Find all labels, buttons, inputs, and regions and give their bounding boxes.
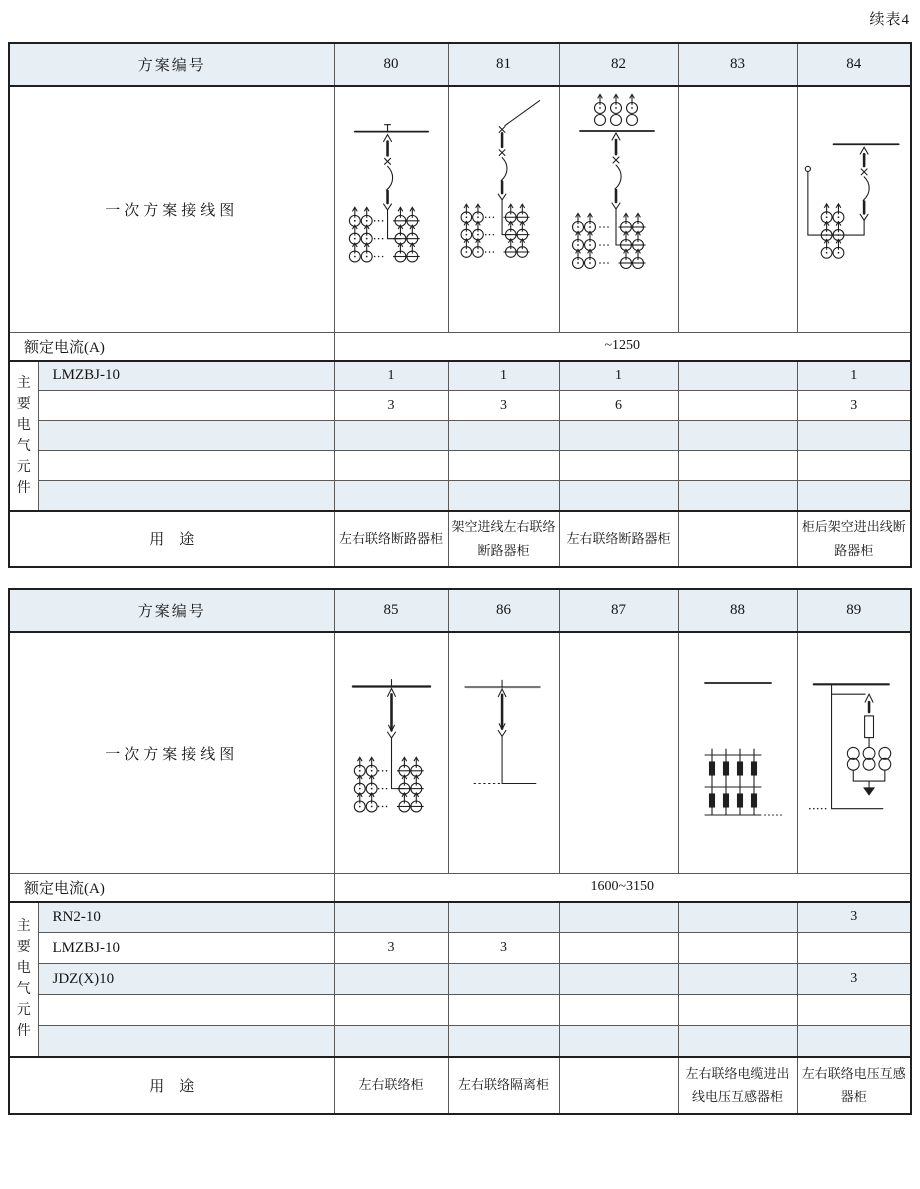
main-components-label-cell (9, 902, 38, 1057)
scheme-id: 87 (559, 589, 678, 632)
component-qty (559, 902, 678, 933)
rated-current-label: 额定电流(A) (9, 333, 334, 361)
component-name: LMZBJ-10 (38, 933, 334, 964)
scheme-id: 88 (678, 589, 797, 632)
component-row (9, 933, 911, 964)
usage-value: 架空进线左右联络断路器柜 (448, 511, 559, 567)
isolating-link (498, 689, 506, 736)
header-row (9, 589, 911, 632)
component-qty (334, 964, 448, 995)
component-name (38, 995, 334, 1026)
scheme-86-diagram-cell (448, 632, 559, 874)
scheme-id: 81 (448, 43, 559, 86)
component-name (38, 1026, 334, 1057)
component-name (38, 451, 334, 481)
rated-current-row (9, 874, 911, 902)
rated-current-label: 额定电流(A) (9, 874, 334, 902)
component-row (9, 481, 911, 511)
component-qty: 3 (797, 391, 911, 421)
component-qty: 1 (797, 361, 911, 391)
usage-row (9, 511, 911, 567)
current-transformer-group (572, 213, 645, 268)
scheme-id: 89 (797, 589, 911, 632)
voltage-transformer-group (847, 747, 890, 770)
scheme-85-diagram-cell (334, 632, 448, 874)
component-name (38, 481, 334, 511)
usage-row (9, 1057, 911, 1114)
component-name (38, 421, 334, 451)
circuit-breaker (498, 127, 507, 200)
component-qty: 1 (559, 361, 678, 391)
usage-value: 左右联络柜 (334, 1057, 448, 1114)
scheme-87-diagram-cell-empty (559, 632, 678, 874)
fuse (864, 694, 873, 737)
rated-current-value: 1600~3150 (334, 874, 911, 902)
component-qty: 3 (448, 391, 559, 421)
component-qty: 3 (334, 933, 448, 964)
component-qty (334, 902, 448, 933)
usage-value: 左右联络断路器柜 (334, 511, 448, 567)
component-qty (448, 902, 559, 933)
scheme-80-diagram (335, 87, 448, 332)
usage-value: 左右联络电缆进出线电压互感器柜 (678, 1057, 797, 1114)
component-qty (559, 933, 678, 964)
scheme-table-85-89 (8, 588, 912, 1115)
component-row (9, 902, 911, 933)
line-terminal (805, 166, 810, 171)
scheme-id: 83 (678, 43, 797, 86)
isolating-link (387, 689, 395, 739)
component-qty: 1 (448, 361, 559, 391)
scheme-82-diagram (560, 87, 678, 332)
component-qty (678, 361, 797, 391)
component-qty (448, 964, 559, 995)
usage-value: 左右联络电压互感器柜 (797, 1057, 911, 1114)
rated-current-row (9, 333, 911, 361)
usage-label: 用 途 (9, 511, 334, 567)
current-transformer-group (354, 757, 423, 812)
component-name (38, 391, 334, 421)
component-qty (678, 902, 797, 933)
diagram-row (9, 632, 911, 874)
diagram-row (9, 86, 911, 333)
header-row (9, 43, 911, 86)
component-qty (678, 964, 797, 995)
scheme-82-diagram-cell (559, 86, 678, 333)
scheme-89-diagram (798, 633, 911, 873)
scheme-81-diagram (449, 87, 559, 332)
component-qty: 3 (797, 964, 911, 995)
usage-value (678, 511, 797, 567)
component-qty (678, 933, 797, 964)
circuit-breaker (612, 133, 621, 209)
component-qty (559, 964, 678, 995)
current-transformer-group (349, 207, 419, 262)
scheme-80-diagram-cell (334, 86, 448, 333)
scheme-85-diagram (335, 633, 448, 873)
circuit-breaker (860, 147, 869, 220)
scheme-id: 82 (559, 43, 678, 86)
scheme-88-diagram (679, 633, 797, 873)
component-row (9, 451, 911, 481)
usage-value: 左右联络断路器柜 (559, 511, 678, 567)
main-components-label-cell (9, 361, 38, 511)
scheme-84-diagram-cell (797, 86, 911, 333)
component-qty: 1 (334, 361, 448, 391)
rated-current-value: ~1250 (334, 333, 911, 361)
scheme-id: 84 (797, 43, 911, 86)
component-row (9, 361, 911, 391)
circuit-breaker (383, 135, 392, 210)
usage-value: 左右联络隔离柜 (448, 1057, 559, 1114)
earth-symbol (864, 788, 874, 795)
component-name: LMZBJ-10 (38, 361, 334, 391)
incoming-ct-units (594, 94, 637, 125)
component-qty: 6 (559, 391, 678, 421)
diagram-row-label: 一次方案接线图 (9, 86, 334, 333)
component-qty (678, 391, 797, 421)
component-qty (797, 933, 911, 964)
scheme-88-diagram-cell (678, 632, 797, 874)
scheme-id: 85 (334, 589, 448, 632)
component-row (9, 1026, 911, 1057)
main-components-label: 主要电气元件 (16, 375, 31, 496)
component-qty: 3 (334, 391, 448, 421)
component-name: RN2-10 (38, 902, 334, 933)
component-row (9, 995, 911, 1026)
continuation-label: 续表4 (869, 12, 910, 28)
scheme-81-diagram-cell (448, 86, 559, 333)
main-components-label: 主要电气元件 (16, 919, 31, 1039)
usage-value: 柜后架空进出线断路器柜 (797, 511, 911, 567)
component-qty: 3 (448, 933, 559, 964)
current-transformer-group (821, 204, 844, 258)
scheme-id: 80 (334, 43, 448, 86)
scheme-no-label: 方案编号 (9, 43, 334, 86)
component-row (9, 421, 911, 451)
overhead-line (504, 101, 539, 126)
current-transformer-group (461, 204, 530, 257)
scheme-86-diagram (449, 633, 559, 873)
component-name: JDZ(X)10 (38, 964, 334, 995)
scheme-89-diagram-cell (797, 632, 911, 874)
component-row (9, 391, 911, 421)
component-qty: 3 (797, 902, 911, 933)
scheme-84-diagram (798, 87, 911, 332)
usage-value (559, 1057, 678, 1114)
diagram-row-label: 一次方案接线图 (9, 632, 334, 874)
scheme-table-80-84 (8, 42, 912, 568)
scheme-83-diagram-cell-empty (678, 86, 797, 333)
fuse-bank (705, 749, 761, 815)
scheme-id: 86 (448, 589, 559, 632)
component-row (9, 964, 911, 995)
usage-label: 用 途 (9, 1057, 334, 1114)
scheme-no-label: 方案编号 (9, 589, 334, 632)
